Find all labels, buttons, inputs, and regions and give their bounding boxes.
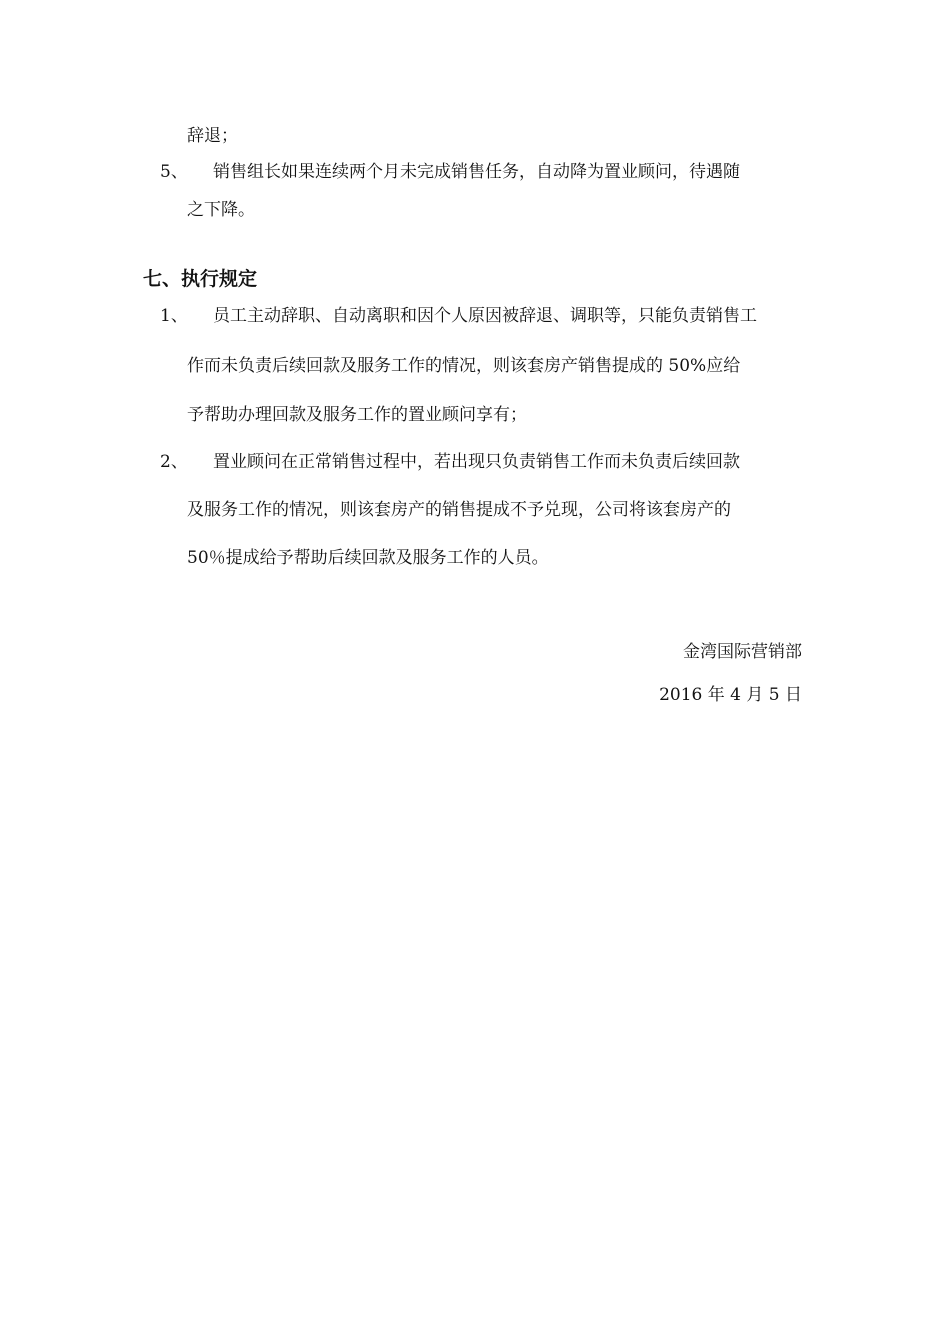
item-2-number: 2、 <box>160 452 188 472</box>
item-5-line-1: 销售组长如果连续两个月未完成销售任务，自动降为置业顾问，待遇随 <box>213 162 740 182</box>
item-2-line-3: 50％提成给予帮助后续回款及服务工作的人员。 <box>187 548 549 568</box>
item-5-number: 5、 <box>160 162 188 182</box>
item-1-line-2: 作而未负责后续回款及服务工作的情况，则该套房产销售提成的 50%应给 <box>187 356 741 376</box>
item-1-line-1: 员工主动辞职、自动离职和因个人原因被辞退、调职等，只能负责销售工 <box>213 306 757 326</box>
item-4-continuation: 辞退； <box>187 126 238 146</box>
item-5-line-2: 之下降。 <box>187 200 255 220</box>
signature-date: 2016 年 4 月 5 日 <box>659 685 802 705</box>
item-1-line-3: 予帮助办理回款及服务工作的置业顾问享有； <box>187 405 527 425</box>
item-2-line-1: 置业顾问在正常销售过程中，若出现只负责销售工作而未负责后续回款 <box>213 452 740 472</box>
item-2-line-2: 及服务工作的情况，则该套房产的销售提成不予兑现，公司将该套房产的 <box>187 500 731 520</box>
item-1-number: 1、 <box>160 306 188 326</box>
section-7-heading: 七、执行规定 <box>143 268 258 290</box>
signature-department: 金湾国际营销部 <box>683 642 802 662</box>
